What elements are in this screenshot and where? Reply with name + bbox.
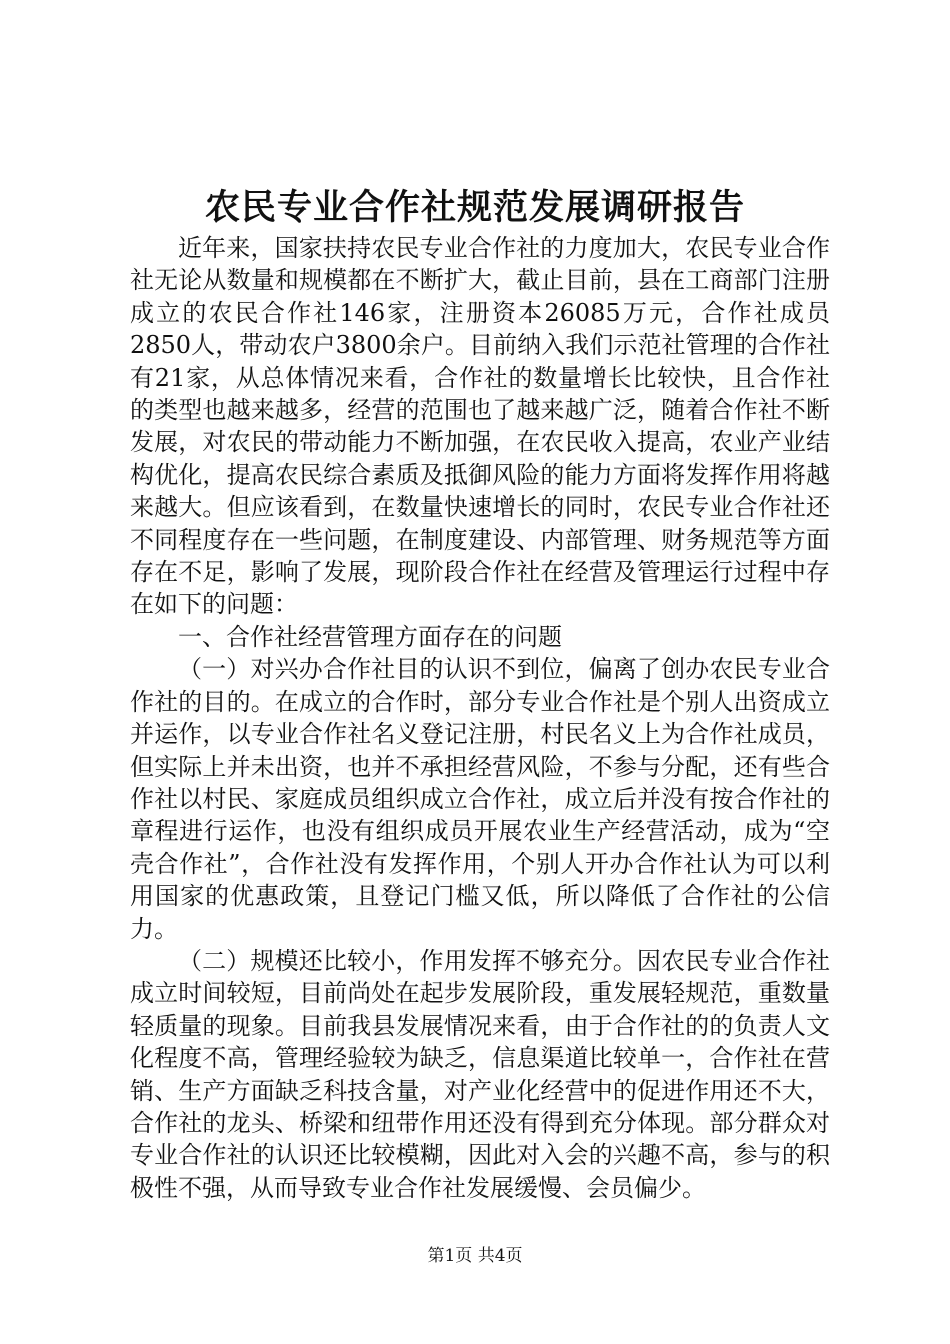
document-body	[130, 232, 830, 1204]
subsection-2-paragraph: （二）规模还比较小，作用发挥不够充分。因农民专业合作社成立时间较短，目前尚处在起步发展阶段，重发展轻规范，重数量轻质量的现象。目前我县发展情况来看，由于合作社的的负责人文化程度不高，管理经验较为缺乏，信息渠道比较单一，合作社在营销、生产方面缺乏科技含量，对产业化经营中的促进作用还不大，合作社的龙头、桥梁和纽带作用还没有得到充分体现。部分群众对专业合作社的认识还比较模糊，因此对入会的兴趣不高，参与的积极性不强，从而导致专业合作社发展缓慢、会员偏少。	[130, 946, 830, 1202]
document-title: 农民专业合作社规范发展调研报告	[204, 187, 745, 228]
page-footer: 第1页 共4页	[427, 1246, 523, 1266]
subsection-1-paragraph: （一）对兴办合作社目的认识不到位，偏离了创办农民专业合作社的目的。在成立的合作时，部分专业合作社是个别人出资成立并运作，以专业合作社名义登记注册，村民名义上为合作社成员，但实际上并未出资，也并不承担经营风险，不参与分配，还有些合作社以村民、家庭成员组织成立合作社，成立后并没有按合作社的章程进行运作，也没有组织成员开展农业生产经营活动，成为“空壳合作社”，合作社没有发挥作用，个别人开办合作社认为可以利用国家的优惠政策，且登记门槛又低，所以降低了合作社的公信力。	[130, 655, 830, 943]
section-heading: 一、合作社经营管理方面存在的问题	[178, 622, 562, 651]
intro-paragraph: 近年来，国家扶持农民专业合作社的力度加大，农民专业合作社无论从数量和规模都在不断扩大，截止目前，县在工商部门注册成立的农民合作社146家，注册资本26085万元，合作社成员2850人，带动农户3800余户。目前纳入我们示范社管理的合作社有21家，从总体情况来看，合作社的数量增长比较快，且合作社的类型也越来越多，经营的范围也了越来越广泛，随着合作社不断发展，对农民的带动能力不断加强，在农民收入提高，农业产业结构优化，提高农民综合素质及抵御风险的能力方面将发挥作用将越来越大。但应该看到，在数量快速增长的同时，农民专业合作社还不同程度存在一些问题，在制度建设、内部管理、财务规范等方面存在不足，影响了发展，现阶段合作社在经营及管理运行过程中存在如下的问题：	[130, 234, 830, 619]
